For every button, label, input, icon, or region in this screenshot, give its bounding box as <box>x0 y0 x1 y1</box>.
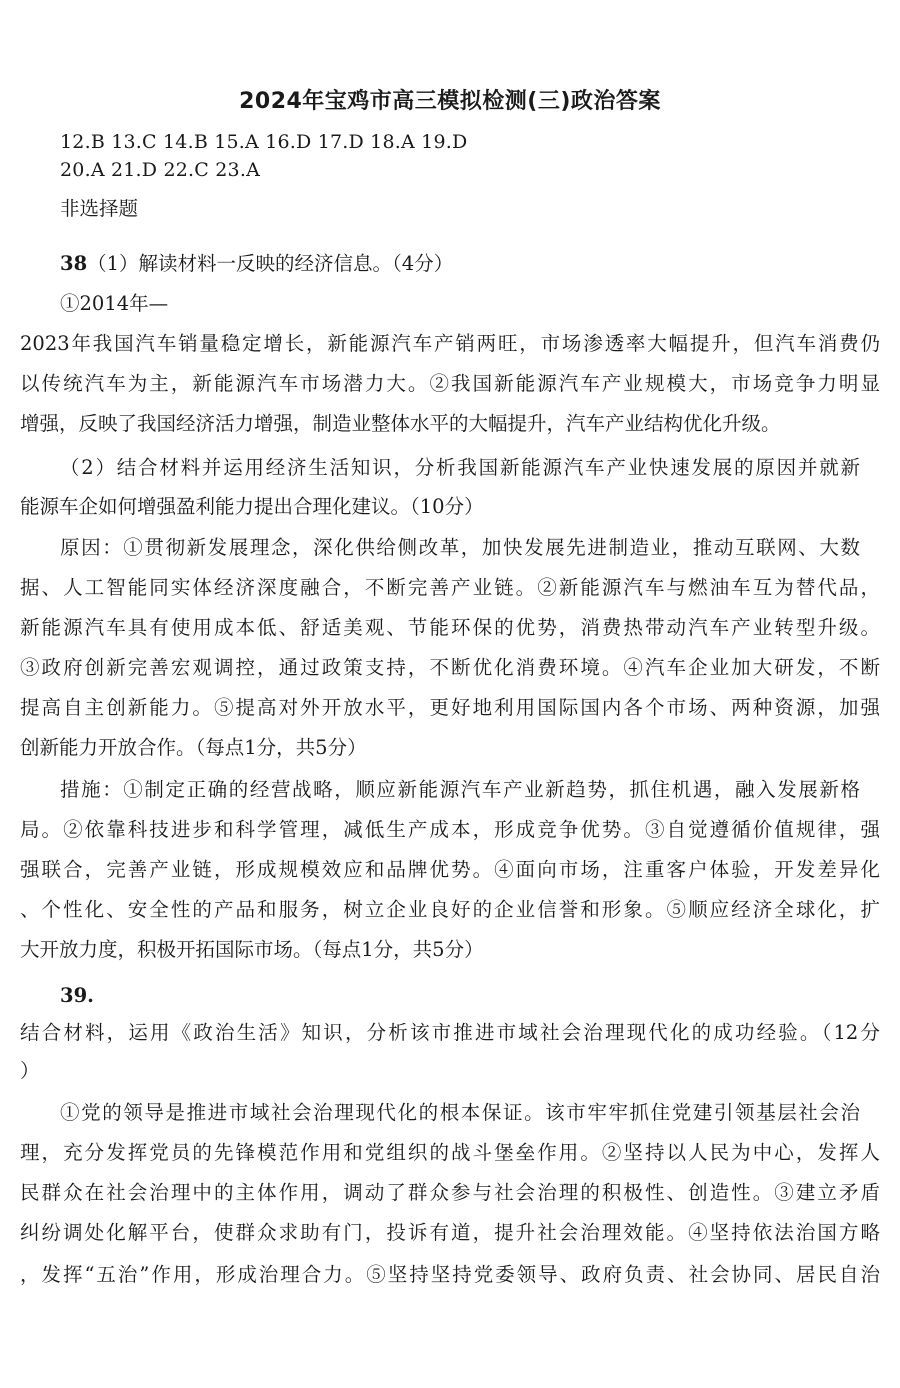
choice-answers-line-1: 12.B 13.C 14.B 15.A 16.D 17.D 18.A 19.D <box>60 131 468 153</box>
q38-reasons-line: 新能源汽车具有使用成本低、舒适美观、节能环保的优势，消费热带动汽车产业转型升级。 <box>20 616 880 639</box>
q38-part1-prompt-text: （1）解读材料一反映的经济信息。（4分） <box>87 252 454 275</box>
q38-measures-line: 措施：①制定正确的经营战略，顺应新能源汽车产业新趋势，抓住机遇，融入发展新格 <box>60 778 860 801</box>
q39-answer-line: ，发挥“五治”作用，形成治理合力。⑤坚持坚持党委领导、政府负责、社会协同、居民自治 <box>20 1263 880 1286</box>
q38-measures-line: 局。②依靠科技进步和科学管理，减低生产成本，形成竞争优势。③自觉遵循价值规律，强 <box>20 818 880 841</box>
q38-reasons-line: 据、人工智能同实体经济深度融合，不断完善产业链。②新能源汽车与燃油车互为替代品， <box>20 576 880 599</box>
q38-part1-answer-line: ①2014年— <box>60 292 169 315</box>
q38-number: 38 <box>60 252 88 275</box>
q39-answer-line: 理，充分发挥党员的先锋模范作用和党组织的战斗堡垒作用。②坚持以人民为中心，发挥人 <box>20 1141 880 1164</box>
q38-part2-prompt-line: （2）结合材料并运用经济生活知识，分析我国新能源汽车产业快速发展的原因并就新 <box>60 456 860 479</box>
q38-measures-line: 大开放力度，积极开拓国际市场。（每点1分，共5分） <box>20 938 484 961</box>
page-title: 2024年宝鸡市高三模拟检测(三)政治答案 <box>239 89 661 114</box>
q38-part1-answer-line: 2023年我国汽车销量稳定增长，新能源汽车产销两旺，市场渗透率大幅提升，但汽车消费仍 <box>20 332 880 355</box>
q38-measures-line: 强联合，完善产业链，形成规模效应和品牌优势。④面向市场，注重客户体验，开发差异化 <box>20 858 880 881</box>
q38-part1-answer-line: 增强，反映了我国经济活力增强，制造业整体水平的大幅提升，汽车产业结构优化升级。 <box>20 412 781 435</box>
q39-number: 39. <box>60 984 94 1007</box>
q39-prompt-line: ） <box>20 1059 40 1082</box>
q39-answer-line: ①党的领导是推进市域社会治理现代化的根本保证。该市牢牢抓住党建引领基层社会治 <box>60 1101 860 1124</box>
q39-prompt-line: 结合材料，运用《政治生活》知识，分析该市推进市域社会治理现代化的成功经验。（12分 <box>20 1021 880 1044</box>
q39-answer-line: 纠纷调处化解平台，使群众求助有门，投诉有道，提升社会治理效能。④坚持依法治国方略 <box>20 1221 880 1244</box>
q38-measures-line: 、个性化、安全性的产品和服务，树立企业良好的企业信誉和形象。⑤顺应经济全球化，扩 <box>20 898 880 921</box>
q38-reasons-line: 原因：①贯彻新发展理念，深化供给侧改革，加快发展先进制造业，推动互联网、大数 <box>60 536 860 559</box>
section-label: 非选择题 <box>60 197 139 220</box>
q38-part1-answer-line: 以传统汽车为主，新能源汽车市场潜力大。②我国新能源汽车产业规模大，市场竞争力明显 <box>20 372 880 395</box>
q38-reasons-line: 创新能力开放合作。（每点1分，共5分） <box>20 736 367 759</box>
q38-reasons-line: ③政府创新完善宏观调控，通过政策支持，不断优化消费环境。④汽车企业加大研发，不断 <box>20 656 880 679</box>
q38-part1-prompt <box>60 248 453 280</box>
q38-part2-prompt-line: 能源车企如何增强盈利能力提出合理化建议。（10分） <box>20 495 484 518</box>
q38-reasons-line: 提高自主创新能力。⑤提高对外开放水平，更好地利用国际国内各个市场、两种资源，加强 <box>20 696 880 719</box>
q39-answer-line: 民群众在社会治理中的主体作用，调动了群众参与社会治理的积极性、创造性。③建立矛盾 <box>20 1181 880 1204</box>
choice-answers-line-2: 20.A 21.D 22.C 23.A <box>60 159 260 181</box>
